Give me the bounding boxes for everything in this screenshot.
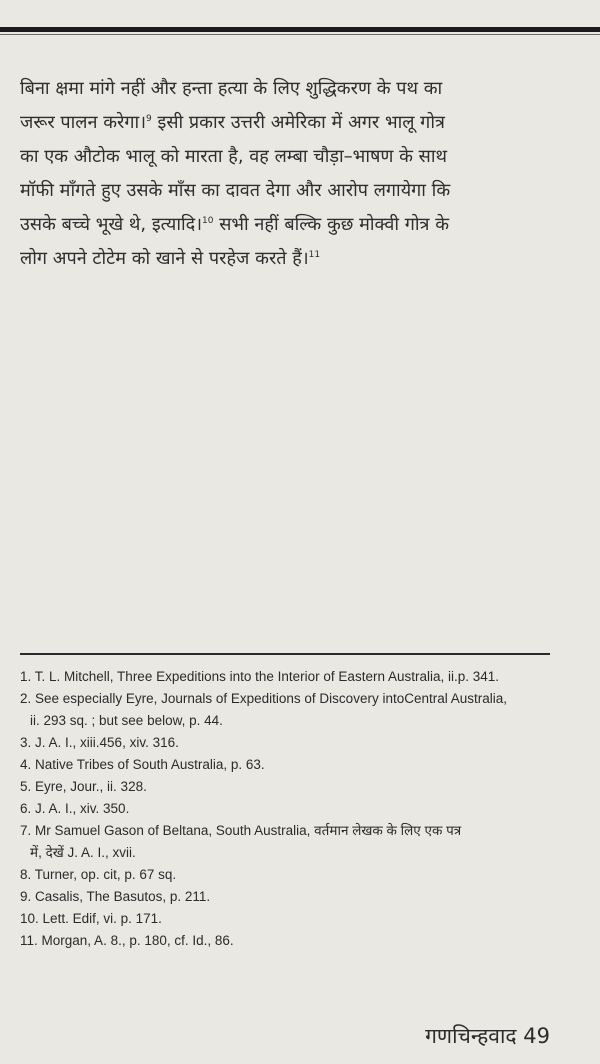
- footnote-ref-9: 9: [146, 114, 152, 124]
- footnote-item: 2. See especially Eyre, Journals of Expeditions of Discovery intoCentral Australia, ii. 293 sq. ; but see below, p. 44.: [20, 688, 580, 732]
- footnote-item: 4. Native Tribes of South Australia, p. 63.: [20, 757, 265, 772]
- footnote-item: 5. Eyre, Jour., ii. 328.: [20, 779, 147, 794]
- running-title: गणचिन्हवाद: [425, 1024, 517, 1048]
- footnote-list: [20, 666, 580, 952]
- footnote-item: 1. T. L. Mitchell, Three Expeditions into the Interior of Eastern Australia, ii.p. 341.: [20, 669, 500, 684]
- body-line: का एक औटोक भालू को मारता है, वह लम्बा चौड़ा–भाषण के साथ: [20, 146, 448, 167]
- footnote-item: 10. Lett. Edif, vi. p. 171.: [20, 911, 162, 926]
- page-folio: [425, 1022, 550, 1050]
- body-line: बिना क्षमा मांगे नहीं और हन्ता हत्या के लिए शुद्धिकरण के पथ का: [20, 78, 443, 99]
- page-number: 49: [523, 1024, 550, 1048]
- top-rule-thin: [0, 34, 600, 35]
- footnote-ref-11: 11: [308, 250, 321, 260]
- footnote-continuation: ii. 293 sq. ; but see below, p. 44.: [30, 713, 223, 728]
- footnote-item: 7. Mr Samuel Gason of Beltana, South Australia, वर्तमान लेखक के लिए एक पत्र में, देखें J. A. I., xvii.: [20, 820, 580, 864]
- body-line: लोग अपने टोटेम को खाने से परहेज करते हैं।$^{11}$: [20, 248, 321, 269]
- footnote-item: 9. Casalis, The Basutos, p. 211.: [20, 889, 211, 904]
- body-paragraph: [20, 72, 568, 276]
- footnote-item: 8. Turner, op. cit, p. 67 sq.: [20, 867, 177, 882]
- footnote-divider: [20, 653, 550, 655]
- footnote-continuation: में, देखें J. A. I., xvii.: [30, 845, 136, 860]
- body-line: उसके बच्चे भूखे थे, इत्यादि।$^{10}$ सभी नहीं बल्कि कुछ मोक्वी गोत्र के: [20, 214, 450, 235]
- footnote-item: 6. J. A. I., xiv. 350.: [20, 801, 130, 816]
- top-rule: [0, 27, 600, 32]
- footnote-item: 11. Morgan, A. 8., p. 180, cf. Id., 86.: [20, 933, 234, 948]
- footnote-item: 3. J. A. I., xiii.456, xiv. 316.: [20, 735, 179, 750]
- footnote-ref-10: 10: [202, 216, 214, 226]
- body-line: जरूर पालन करेगा।$^9$ इसी प्रकार उत्तरी अमेरिका में अगर भालू गोत्र: [20, 112, 445, 133]
- body-line: मॉफी माँगते हुए उसके माँस का दावत देगा और आरोप लगायेगा कि: [20, 180, 451, 201]
